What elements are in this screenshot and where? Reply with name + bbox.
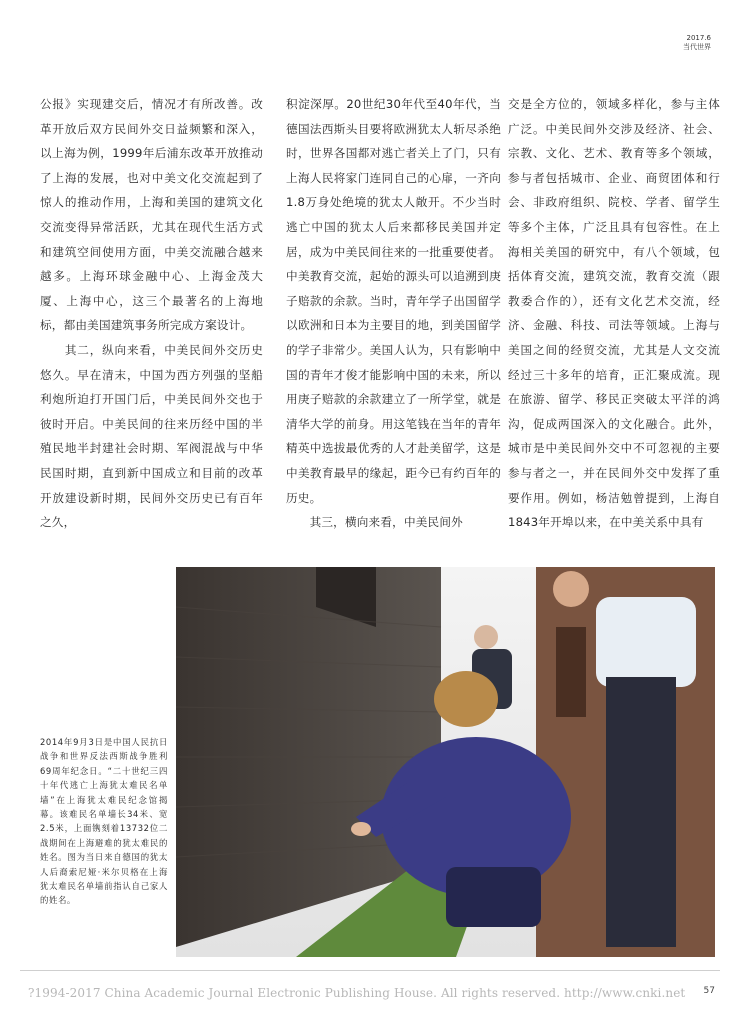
page-number: 57 xyxy=(703,986,715,996)
copyright-footer: ?1994-2017 China Academic Journal Electronic Publishing House. All rights reserved. http://www.cnki.net xyxy=(28,986,686,1000)
paragraph: 其三，横向来看，中美民间外 xyxy=(286,515,463,530)
refugee-name-wall-photo xyxy=(176,567,715,957)
paragraph: 其二，纵向来看，中美民间外交历史悠久。早在清末，中国为西方列强的坚船利炮所迫打开国门后，中美民间外交也于彼时开启。中美民间的往来历经中国的半殖民地半封建社会时期、军阀混战与中华民国时期，直到新中国成立和目前的改革开放建设新时期，民间外交历史已有百年之久， xyxy=(40,342,263,530)
text-column-2 xyxy=(286,92,501,535)
running-header xyxy=(683,34,711,52)
magazine-name: 当代世界 xyxy=(683,43,711,51)
photo-caption: 2014年9月3日是中国人民抗日战争和世界反法西斯战争胜利69周年纪念日。“二十世纪三四十年代逃亡上海犹太难民名单墙”在上海犹太难民纪念馆揭幕。该难民名单墙长34米、宽2.5米，上面镌刻着13732位二战期间在上海避难的犹太难民的姓名。图为当日来自德国的犹太人后裔索尼娅·米尔贝格在上海犹太难民名单墙前指认自己家人的姓名。 xyxy=(40,737,168,906)
paragraph: 积淀深厚。20世纪30年代至40年代，当德国法西斯头目要将欧洲犹太人斩尽杀绝时，世界各国都对逃亡者关上了门，只有上海人民将家门连同自己的心扉，一齐向1.8万身处绝境的犹太人敞开。不少当时逃亡中国的犹太人后来都移民美国并定居，成为中美民间往来的一批重要使者。中美教育交流，起始的源头可以追溯到庚子赔款的余款。当时，青年学子出国留学以欧洲和日本为主要目的地，到美国留学的学子非常少。美国人认为，只有影响中国的青年才俊才能影响中国的未来，所以用庚子赔款的余款建立了一所学堂，就是清华大学的前身。用这笔钱在当年的青年精英中选拔最优秀的人才赴美留学，这是中美教育最早的缘起，距今已有约百年的历史。 xyxy=(286,97,501,505)
paragraph: 公报》实现建交后，情况才有所改善。改革开放后双方民间外交日益频繁和深入，以上海为例，1999年后浦东改革开放推动了上海的发展，也对中美文化交流起到了惊人的推动作用，上海和美国的建筑文化交流变得异常活跃，尤其在现代生活方式和建筑空间使用方面，中美交流融合越来越多。上海环球金融中心、上海金茂大厦、上海中心，这三个最著名的上海地标，都由美国建筑事务所完成方案设计。 xyxy=(40,97,263,333)
footer-divider xyxy=(20,970,720,971)
text-column-3 xyxy=(508,92,720,535)
article-photo xyxy=(176,567,715,957)
paragraph: 交是全方位的，领域多样化，参与主体广泛。中美民间外交涉及经济、社会、宗教、文化、艺术、教育等多个领域，参与者包括城市、企业、商贸团体和行会、非政府组织、院校、学者、留学生等多个主体，广泛且具有包容性。在上海相关美国的研究中，有八个领域，包括体育交流，建筑交流，教育交流（跟教委合作的），还有文化艺术交流，经济、金融、科技、司法等领域。上海与美国之间的经贸交流，尤其是人文交流经过三十多年的培育，正汇聚成流。现在旅游、留学、移民正突破太平洋的鸿沟，促成两国深入的文化融合。此外，城市是中美民间外交中不可忽视的主要参与者之一，并在民间外交中发挥了重要作用。例如，杨洁勉曾提到，上海自1843年开埠以来，在中美关系中具有 xyxy=(508,97,720,530)
issue-date: 2017.6 xyxy=(686,34,711,42)
text-column-1 xyxy=(40,92,263,535)
